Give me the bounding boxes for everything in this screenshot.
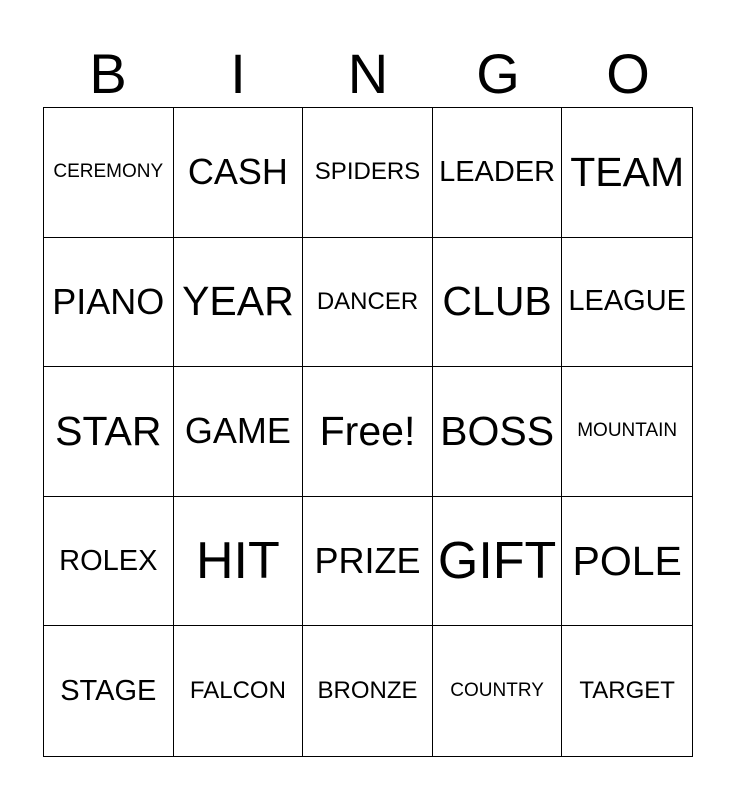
- header-letter-g: G: [476, 42, 520, 105]
- bingo-cell-r3c1[interactable]: STAR: [44, 367, 174, 497]
- bingo-cell-r5c5[interactable]: TARGET: [579, 677, 675, 705]
- header-letter-b: B: [89, 42, 127, 105]
- bingo-cell-r1c1[interactable]: CEREMONY: [44, 108, 174, 238]
- bingo-cell-r5c2[interactable]: FALCON: [174, 626, 304, 756]
- bingo-cell-r3c2[interactable]: GAME: [174, 367, 304, 497]
- bingo-cell-r1c5[interactable]: TEAM: [562, 108, 692, 238]
- bingo-cell-r2c2[interactable]: YEAR: [174, 238, 304, 368]
- bingo-cell-r5c3[interactable]: BRONZE: [303, 626, 433, 756]
- bingo-cell-r1c3[interactable]: SPIDERS: [303, 108, 433, 238]
- bingo-board: [43, 107, 693, 757]
- bingo-cell-r2c4[interactable]: CLUB: [433, 238, 563, 368]
- header-letter-i: I: [230, 42, 246, 105]
- bingo-cell-r4c2[interactable]: HIT: [174, 497, 304, 627]
- bingo-cell-r5c1[interactable]: STAGE: [44, 626, 174, 756]
- bingo-cell-r3c4[interactable]: BOSS: [433, 367, 563, 497]
- bingo-cell-r4c4[interactable]: GIFT: [433, 497, 563, 627]
- bingo-cell-free[interactable]: Free!: [303, 367, 433, 497]
- bingo-header: [43, 40, 693, 108]
- bingo-cell-r2c1[interactable]: PIANO: [44, 238, 174, 368]
- bingo-cell-r2c5[interactable]: LEAGUE: [562, 238, 692, 368]
- bingo-cell-r3c5[interactable]: MOUNTAIN: [562, 367, 692, 497]
- bingo-cell-r4c5[interactable]: POLE: [562, 497, 692, 627]
- bingo-cell-r1c4[interactable]: LEADER: [433, 108, 563, 238]
- bingo-cell-r4c1[interactable]: ROLEX: [44, 497, 174, 627]
- header-letter-n: N: [347, 42, 389, 105]
- bingo-cell-r2c3[interactable]: DANCER: [303, 238, 433, 368]
- bingo-cell-r1c2[interactable]: CASH: [174, 108, 304, 238]
- bingo-cell-r5c4[interactable]: COUNTRY: [433, 626, 563, 756]
- header-letter-o: O: [606, 42, 650, 105]
- bingo-cell-r4c3[interactable]: PRIZE: [303, 497, 433, 627]
